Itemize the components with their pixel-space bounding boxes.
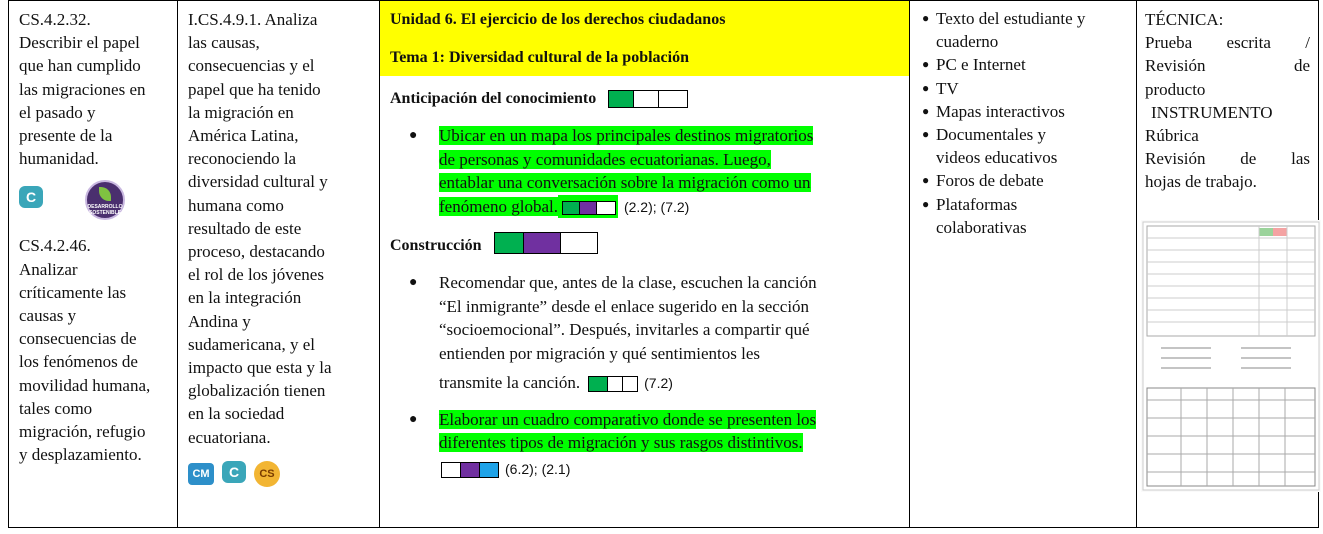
chat-c-icon: C: [222, 461, 246, 483]
progress-bar-icon: [588, 376, 638, 392]
cm-icon: CM: [188, 463, 214, 485]
list-item: ● Plataformas colaborativas: [922, 193, 1130, 239]
list-item: ● Elaborar un cuadro comparativo donde se presenten los diferentes tipos de migración y sus rasgos distintivos. (6.2); (2.1): [409, 409, 817, 477]
cs-icon: CS: [254, 461, 280, 487]
evaluacion-cell: [1137, 1, 1319, 528]
progress-bar-icon: [562, 201, 616, 215]
destreza-2: CS.4.2.46. Analizar críticamente las causas y consecuencias de los fenómenos de movilidad humana, tales como migración, refugio y desplazamiento.: [19, 236, 151, 465]
bullet-icon: ●: [409, 128, 418, 143]
indicador-icons: [188, 459, 379, 489]
evaluacion-text: TÉCNICA: Prueba escrita / Revisión de producto INSTRUMENTO Rúbrica Revisión de las hojas de trabajo.: [1145, 10, 1310, 192]
list-item: ● Documentales y videos educativos: [922, 123, 1130, 169]
anticipacion-heading: Anticipación del conocimiento: [390, 90, 909, 108]
rubric-image-icon: [1141, 220, 1321, 492]
destreza-icons: [19, 178, 177, 222]
unit-title: Unidad 6. El ejercicio de los derechos ciudadanos: [390, 11, 726, 28]
actividades-cell: [380, 1, 910, 528]
indicador-text: I.CS.4.9.1. Analiza las causas, consecuencias y el papel que ha tenido la migración en América Latina, reconociendo la diversidad cultural y humana como resultado de este proceso, destacando el rol de los jóvenes en la integración Andina y sudamericana, y el impacto que esta y la globalización tienen en la sociedad ecuatoriana.: [188, 10, 332, 447]
list-item: ● Mapas interactivos: [922, 100, 1130, 123]
list-item: ● TV: [922, 77, 1130, 100]
unit-header: [380, 1, 909, 76]
progress-bar-icon: [441, 462, 499, 478]
instrumento-label: INSTRUMENTO: [1151, 102, 1273, 122]
progress-bar-icon: [608, 90, 688, 108]
chat-c-icon: C: [19, 186, 43, 208]
planning-table: [8, 0, 1319, 528]
list-item: ● Ubicar en un mapa los principales destinos migratorios de personas y comunidades ecuatorianas. Luego, entablar una conversación sobre la migración como un fenómeno global. (2.2); (7.2): [439, 124, 909, 219]
bullet-icon: ●: [409, 275, 418, 290]
destrezas-cell: [9, 1, 178, 528]
list-item: ● Texto del estudiante y cuaderno: [922, 7, 1130, 53]
tecnica-label: TÉCNICA:: [1145, 10, 1224, 29]
progress-bar-icon: [494, 232, 598, 254]
bullet-icon: ●: [409, 411, 418, 427]
recursos-list: [910, 1, 1136, 239]
list-item: ● PC e Internet: [922, 53, 1130, 76]
list-item: ● Recomendar que, antes de la clase, escuchen la canción “El inmigrante” desde el enlace sugerido en la sección “socioemocional”. Después, invitarles a compartir qué entienden por migración y qué sentimientos les transmite la canción. (7.2): [409, 273, 817, 392]
rubric-thumbnail: [1141, 220, 1321, 492]
destreza-1: CS.4.2.32. Describir el papel que han cumplido las migraciones en el pasado y presente de la humanidad.: [19, 10, 146, 169]
construccion-heading: Construcción: [390, 237, 909, 255]
tema-title: Tema 1: Diversidad cultural de la población: [390, 49, 689, 66]
desarrollo-sostenible-icon: DESARROLLO SOSTENIBLE: [85, 180, 125, 220]
recursos-cell: [910, 1, 1137, 528]
indicador-cell: [178, 1, 380, 528]
list-item: ● Foros de debate: [922, 169, 1130, 192]
